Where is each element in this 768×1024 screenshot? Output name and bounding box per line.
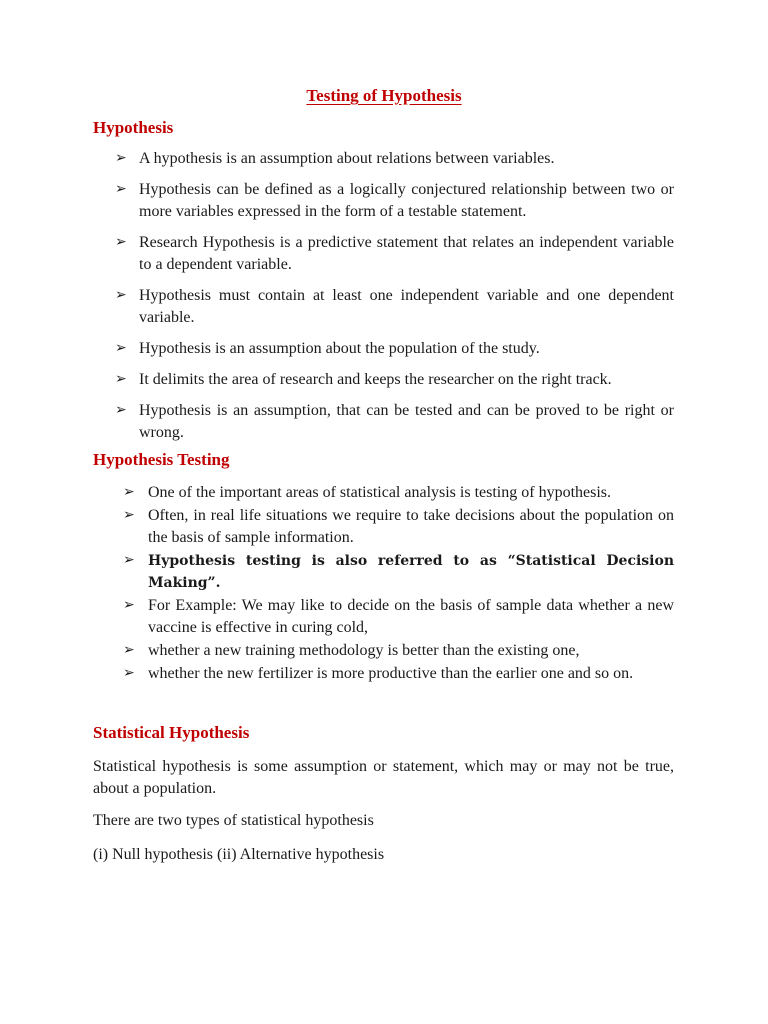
list-item-text: One of the important areas of statistical analysis is testing of hypothesis. — [148, 484, 612, 501]
list-item-text: Research Hypothesis is a predictive statement that relates an independent variable to a dependent variable. — [139, 234, 674, 273]
section-heading-hypothesis-testing: Hypothesis Testing — [93, 450, 230, 469]
list-item — [115, 400, 674, 444]
arrow-bullet-icon: ➢ — [123, 643, 135, 658]
list-item — [123, 505, 674, 549]
list-item — [115, 285, 674, 329]
arrow-bullet-icon: ➢ — [123, 485, 135, 500]
arrow-bullet-icon: ➢ — [115, 372, 127, 387]
section-heading-statistical-hypothesis: Statistical Hypothesis — [93, 723, 250, 742]
list-item-text: Hypothesis is an assumption about the population of the study. — [139, 340, 540, 357]
list-item — [115, 369, 674, 391]
list-item — [115, 232, 674, 276]
arrow-bullet-icon: ➢ — [115, 151, 127, 166]
hypothesis-testing-bullet-list — [123, 482, 674, 686]
list-item-text: whether a new training methodology is better than the existing one, — [148, 642, 580, 659]
arrow-bullet-icon: ➢ — [123, 598, 135, 613]
arrow-bullet-icon: ➢ — [115, 288, 127, 303]
paragraph: (i) Null hypothesis (ii) Alternative hypothesis — [93, 846, 385, 863]
list-item — [115, 148, 674, 170]
list-item-text: Hypothesis testing is also referred to as “Statistical Decision Making”. — [148, 553, 674, 591]
list-item — [123, 482, 674, 504]
list-item-text: whether the new fertilizer is more productive than the earlier one and so on. — [148, 665, 634, 682]
arrow-bullet-icon: ➢ — [115, 403, 127, 418]
arrow-bullet-icon: ➢ — [123, 508, 135, 523]
list-item-text: Often, in real life situations we require to take decisions about the population on the basis of sample information. — [148, 507, 674, 546]
paragraph: Statistical hypothesis is some assumption or statement, which may or may not be true, about a population. — [93, 758, 674, 797]
list-item-text: Hypothesis can be defined as a logically conjectured relationship between two or more variables expressed in the form of a testable statement. — [139, 181, 674, 220]
document-title — [0, 86, 768, 106]
list-item-text: Hypothesis is an assumption, that can be tested and can be proved to be right or wrong. — [139, 402, 674, 441]
arrow-bullet-icon: ➢ — [115, 341, 127, 356]
document-title-text: Testing of Hypothesis — [306, 86, 462, 105]
paragraph: There are two types of statistical hypothesis — [93, 812, 374, 829]
list-item-text: Hypothesis must contain at least one independent variable and one dependent variable. — [139, 287, 674, 326]
list-item — [123, 663, 674, 685]
list-item-text: A hypothesis is an assumption about relations between variables. — [139, 150, 555, 167]
list-item-text: It delimits the area of research and keeps the researcher on the right track. — [139, 371, 612, 388]
list-item — [123, 640, 674, 662]
list-item — [123, 550, 674, 594]
arrow-bullet-icon: ➢ — [123, 553, 135, 568]
arrow-bullet-icon: ➢ — [115, 182, 127, 197]
section-heading-hypothesis: Hypothesis — [93, 118, 174, 137]
arrow-bullet-icon: ➢ — [123, 666, 135, 681]
list-item — [115, 338, 674, 360]
list-item — [115, 179, 674, 223]
list-item — [123, 595, 674, 639]
list-item-text: For Example: We may like to decide on the basis of sample data whether a new vaccine is effective in curing cold, — [148, 597, 674, 636]
arrow-bullet-icon: ➢ — [115, 235, 127, 250]
hypothesis-bullet-list — [115, 148, 674, 453]
